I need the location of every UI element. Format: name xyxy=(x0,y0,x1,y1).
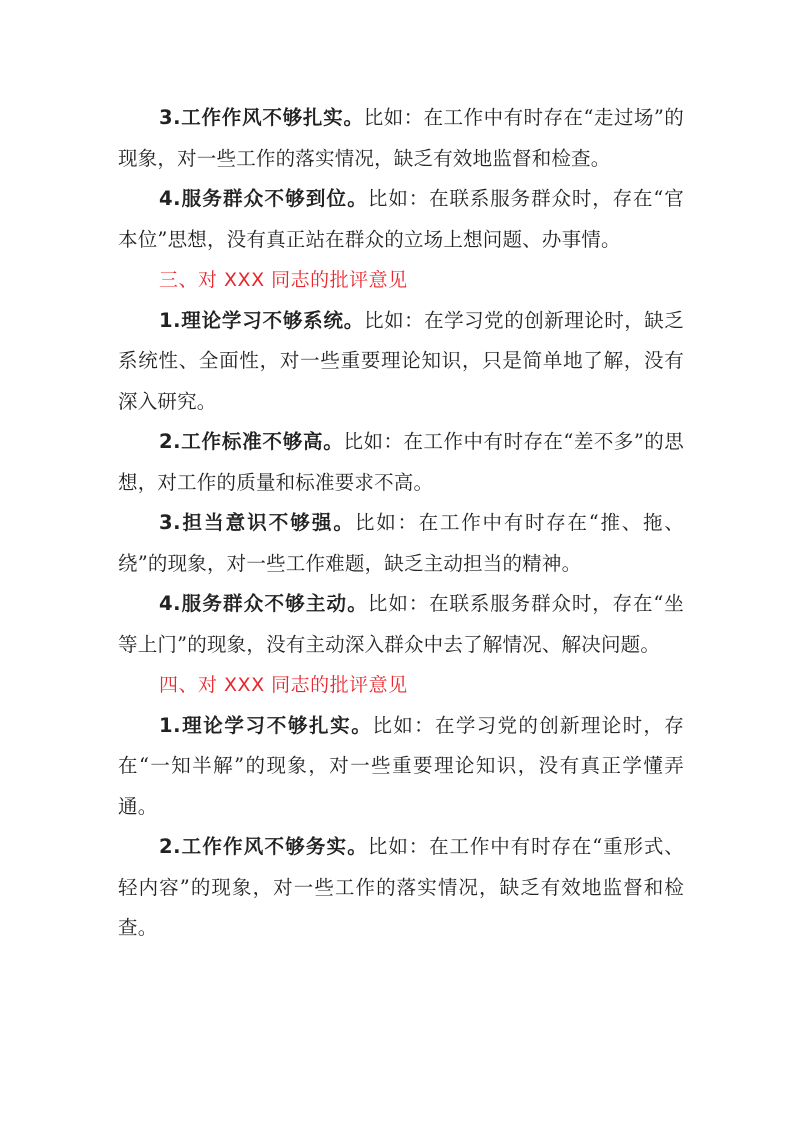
criticism-item-4-serving-masses xyxy=(118,179,684,260)
section-heading-3: 三、对 XXX 同志的批评意见 xyxy=(159,269,408,291)
criticism-item-3-work-style xyxy=(118,98,684,179)
item-title: 2.工作标准不够高。 xyxy=(159,430,344,453)
criticism-item-1-theory-solid xyxy=(118,706,684,828)
criticism-item-4-serving-initiative xyxy=(118,584,684,665)
item-text: 比如：在工作中有时存在“走过场”的现象，对一些工作的落实情况，缺乏有效地监督和检查。 xyxy=(118,106,684,170)
item-title: 2.工作作风不够务实。 xyxy=(159,835,368,858)
criticism-item-1-theory-study xyxy=(118,301,684,423)
criticism-item-2-work-standard xyxy=(118,422,684,503)
item-text: 比如：在学习党的创新理论时，存在“一知半解”的现象，对一些重要理论知识，没有真正学懂弄通。 xyxy=(118,713,684,818)
item-text: 比如：在工作中有时存在“差不多”的思想，对工作的质量和标准要求不高。 xyxy=(118,430,684,494)
criticism-item-2-pragmatic-style xyxy=(118,827,684,949)
item-text: 比如：在联系服务群众时，存在“官本位”思想，没有真正站在群众的立场上想问题、办事情。 xyxy=(118,187,684,251)
item-text: 比如：在工作中有时存在“重形式、轻内容”的现象，对一些工作的落实情况，缺乏有效地监督和检查。 xyxy=(118,835,684,939)
item-title: 1.理论学习不够系统。 xyxy=(159,308,365,332)
item-text: 比如：在工作中有时存在“推、拖、绕”的现象，对一些工作难题，缺乏主动担当的精神。 xyxy=(118,511,684,575)
item-title: 4.服务群众不够主动。 xyxy=(159,592,368,615)
document-body xyxy=(118,98,684,949)
criticism-item-3-responsibility xyxy=(118,503,684,584)
section-heading-4: 四、对 XXX 同志的批评意见 xyxy=(159,674,408,696)
item-title: 3.工作作风不够扎实。 xyxy=(159,106,364,129)
item-title: 4.服务群众不够到位。 xyxy=(159,187,368,210)
item-text: 比如：在学习党的创新理论时，缺乏系统性、全面性，对一些重要理论知识，只是简单地了解，没有深入研究。 xyxy=(118,308,684,413)
item-title: 1.理论学习不够扎实。 xyxy=(159,713,373,737)
item-title: 3.担当意识不够强。 xyxy=(159,511,355,534)
item-text: 比如：在联系服务群众时，存在“坐等上门”的现象，没有主动深入群众中去了解情况、解决问题。 xyxy=(118,592,684,656)
